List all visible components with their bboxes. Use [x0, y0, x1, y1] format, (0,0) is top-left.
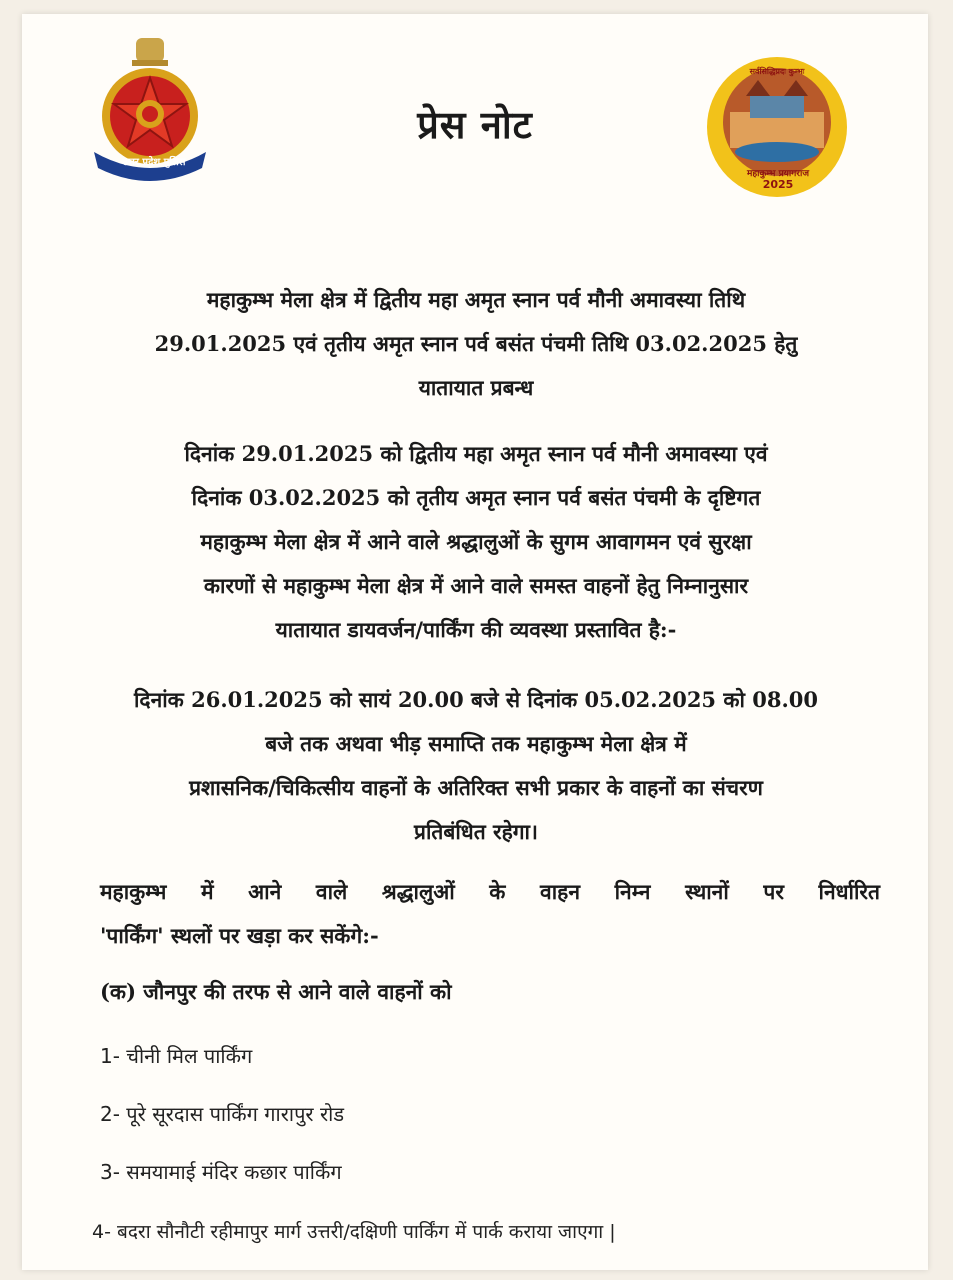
paragraph-line: महाकुम्भ मेला क्षेत्र में आने वाले श्रद्धालुओं के सुगम आवागमन एवं सुरक्षा: [200, 529, 752, 554]
paragraph-line: दिनांक 29.01.2025 को द्वितीय महा अमृत स्नान पर्व मौनी अमावस्या एवं: [184, 441, 768, 466]
parking-subheading: (क) जौनपुर की तरफ से आने वाले वाहनों को: [100, 979, 452, 1004]
kumbh-logo-top-text: सर्वसिद्धिप्रदः कुम्भः: [749, 67, 805, 76]
paragraph-line: महाकुम्भ में आने वाले श्रद्धालुओं के वाहन निम्न स्थानों पर निर्धारित: [100, 879, 880, 904]
heading-line: 29.01.2025 एवं तृतीय अमृत स्नान पर्व बसंत पंचमी तिथि 03.02.2025 हेतु: [154, 331, 798, 356]
page-title: प्रेस नोट: [417, 103, 533, 147]
heading-line: महाकुम्भ मेला क्षेत्र में द्वितीय महा अमृत स्नान पर्व मौनी अमावस्या तिथि: [206, 287, 746, 312]
list-item: 4- बदरा सौनौटी रहीमापुर मार्ग उत्तरी/दक्षिणी पार्किंग में पार्क कराया जाएगा |: [92, 1221, 616, 1243]
paragraph-line: 'पार्किंग' स्थलों पर खड़ा कर सकेंगे:-: [100, 923, 379, 948]
paragraph-traffic-arrangement: [72, 432, 880, 652]
notice-heading: [72, 278, 880, 410]
list-item: 3- समयामाई मंदिर कछार पार्किंग: [100, 1160, 342, 1184]
list-item: 1- चीनी मिल पार्किंग: [100, 1044, 253, 1068]
kumbh-logo-bottom-text: महाकुम्भ प्रयागराज: [747, 169, 809, 179]
paragraph-parking-intro: [100, 870, 880, 958]
paragraph-line: बजे तक अथवा भीड़ समाप्ति तक महाकुम्भ मेला क्षेत्र में: [265, 731, 687, 756]
kumbh-logo-year: 2025: [762, 178, 794, 191]
heading-line: यातायात प्रबन्ध: [418, 375, 534, 400]
emblem-ribbon-text: उत्तर प्रदेश पुलिस: [122, 157, 186, 168]
paragraph-vehicle-restriction: [72, 678, 880, 854]
paragraph-line: कारणों से महाकुम्भ मेला क्षेत्र में आने वाले समस्त वाहनों हेतु निम्नानुसार: [203, 573, 749, 598]
paragraph-line: यातायात डायवर्जन/पार्किंग की व्यवस्था प्रस्तावित है:-: [275, 617, 677, 642]
paragraph-line: दिनांक 26.01.2025 को सायं 20.00 बजे से दिनांक 05.02.2025 को 08.00: [133, 687, 818, 712]
press-note-page: [22, 14, 928, 1270]
paragraph-line: प्रशासनिक/चिकित्सीय वाहनों के अतिरिक्त सभी प्रकार के वाहनों का संचरण: [189, 775, 763, 800]
list-item: 2- पूरे सूरदास पार्किंग गारापुर रोड: [100, 1102, 345, 1126]
paragraph-line: प्रतिबंधित रहेगा।: [414, 819, 538, 844]
paragraph-line: दिनांक 03.02.2025 को तृतीय अमृत स्नान पर्व बसंत पंचमी के दृष्टिगत: [191, 485, 761, 510]
